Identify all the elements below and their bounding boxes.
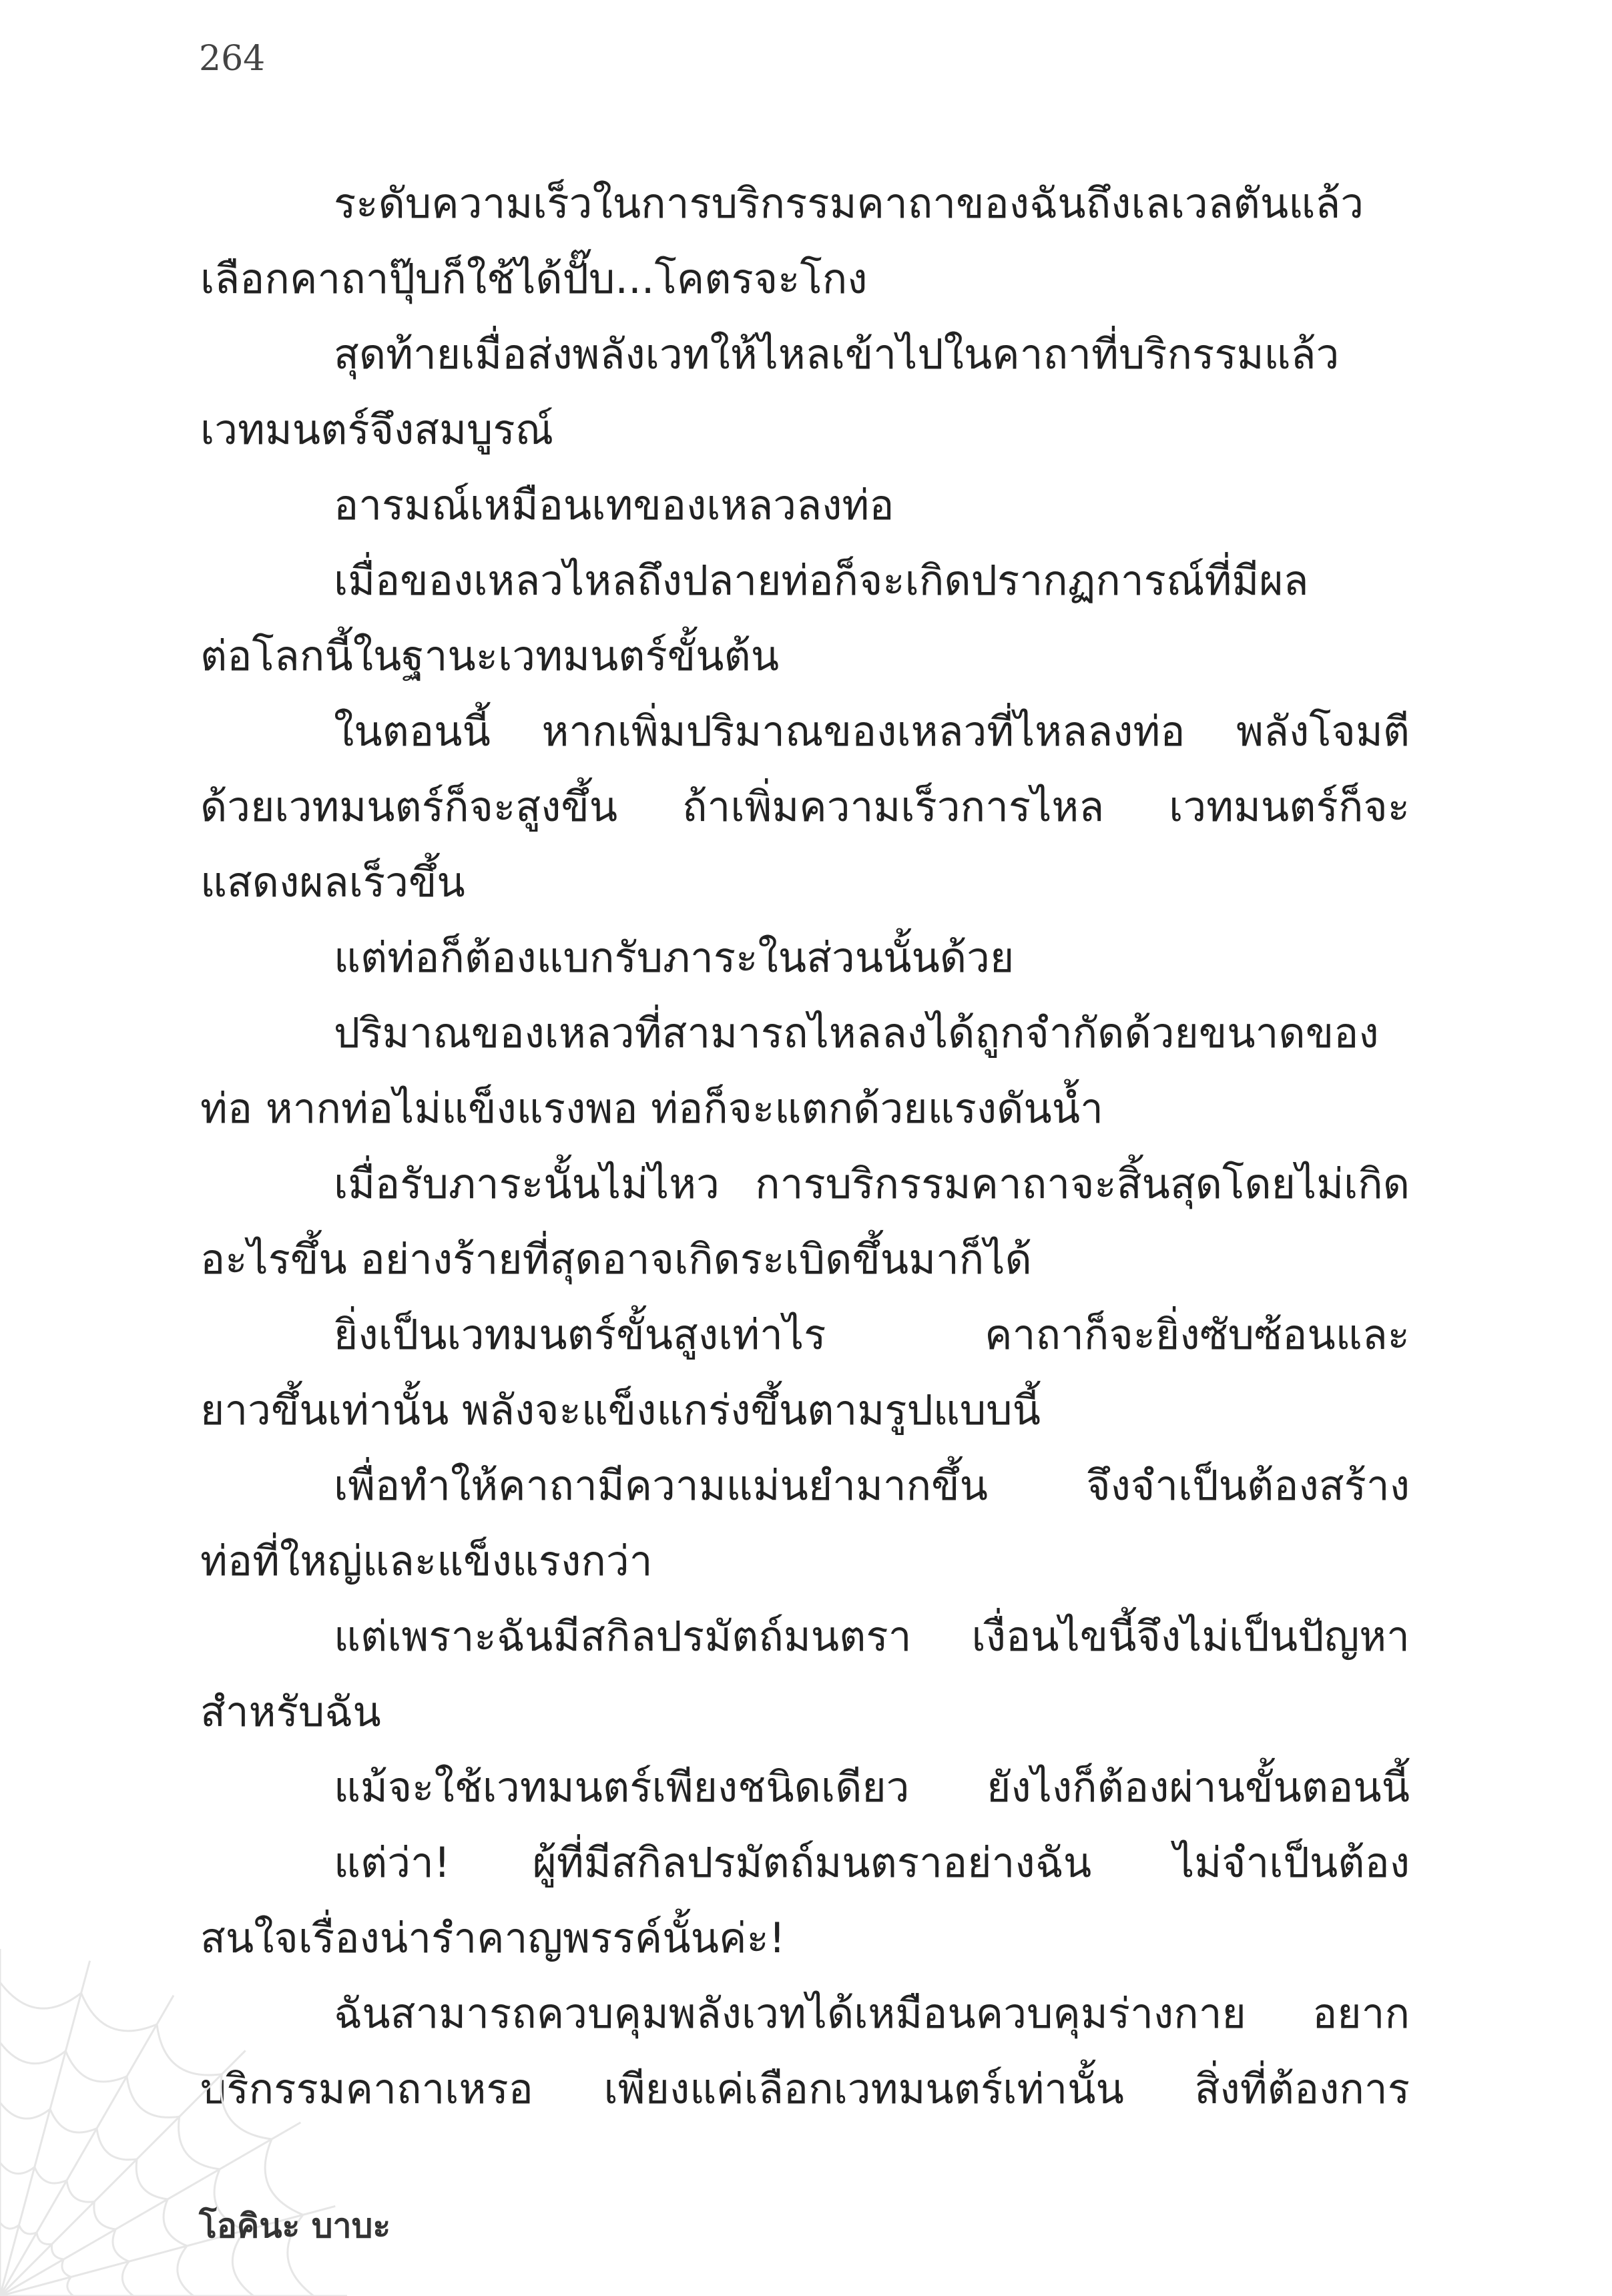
text-line: บริกรรมคาถาเหรอ เพียงแค่เลือกเวทมนตร์เท่านั้น สิ่งที่ต้องการ xyxy=(200,2064,1410,2113)
text-line: เลือกคาถาปุ๊บก็ใช้ได้ปั๊บ...โคตรจะโกง xyxy=(200,254,868,303)
text-line: ยิ่งเป็นเวทมนตร์ขั้นสูงเท่าไร คาถาก็จะยิ่งซับซ้อนและ xyxy=(334,1310,1410,1359)
text-line: แต่เพราะฉันมีสกิลปรมัตถ์มนตรา เงื่อนไขนี้จึงไม่เป็นปัญหา xyxy=(334,1612,1410,1661)
text-line: แสดงผลเร็วขึ้น xyxy=(200,858,465,906)
text-line: เมื่อของเหลวไหลถึงปลายท่อก็จะเกิดปรากฏการณ์ที่มีผล xyxy=(334,556,1309,605)
page-number: 264 xyxy=(199,39,266,79)
text-line: ท่อ หากท่อไม่แข็งแรงพอ ท่อก็จะแตกด้วยแรงดันน้ำ xyxy=(200,1084,1103,1133)
text-line: แต่ท่อก็ต้องแบกรับภาระในส่วนนั้นด้วย xyxy=(334,933,1015,982)
text-line: ต่อโลกนี้ในฐานะเวทมนตร์ขั้นต้น xyxy=(200,631,780,680)
text-line: ระดับความเร็วในการบริกรรมคาถาของฉันถึงเลเวลตันแล้ว xyxy=(334,179,1364,228)
text-line: สำหรับฉัน xyxy=(200,1687,381,1736)
body-text xyxy=(200,166,1410,2126)
author-name: โอคินะ บาบะ xyxy=(199,2207,391,2245)
text-line: อารมณ์เหมือนเทของเหลวลงท่อ xyxy=(334,481,894,529)
text-line: เวทมนตร์จึงสมบูรณ์ xyxy=(200,405,554,454)
text-line: ท่อที่ใหญ่และแข็งแรงกว่า xyxy=(200,1536,653,1585)
text-line: ด้วยเวทมนตร์ก็จะสูงขึ้น ถ้าเพิ่มความเร็วการไหล เวทมนตร์ก็จะ xyxy=(200,782,1410,831)
text-line: ยาวขึ้นเท่านั้น พลังจะแข็งแกร่งขึ้นตามรูปแบบนี้ xyxy=(200,1386,1041,1434)
text-line: แม้จะใช้เวทมนตร์เพียงชนิดเดียว ยังไงก็ต้องผ่านขั้นตอนนี้ xyxy=(334,1763,1410,1811)
text-line: เมื่อรับภาระนั้นไม่ไหว การบริกรรมคาถาจะสิ้นสุดโดยไม่เกิด xyxy=(334,1159,1410,1208)
text-line: ในตอนนี้ หากเพิ่มปริมาณของเหลวที่ไหลลงท่อ พลังโจมตี xyxy=(334,707,1410,756)
text-line: สุดท้ายเมื่อส่งพลังเวทให้ไหลเข้าไปในคาถาที่บริกรรมแล้ว xyxy=(334,330,1340,378)
text-line: อะไรขึ้น อย่างร้ายที่สุดอาจเกิดระเบิดขึ้นมาก็ได้ xyxy=(200,1235,1032,1283)
text-line: ฉันสามารถควบคุมพลังเวทได้เหมือนควบคุมร่างกาย อยาก xyxy=(334,1989,1410,2038)
text-line: แต่ว่า! ผู้ที่มีสกิลปรมัตถ์มนตราอย่างฉัน ไม่จำเป็นต้อง xyxy=(334,1838,1410,1887)
text-line: สนใจเรื่องน่ารำคาญพรรค์นั้นค่ะ! xyxy=(200,1914,786,1962)
text-line: เพื่อทำให้คาถามีความแม่นยำมากขึ้น จึงจำเป็นต้องสร้าง xyxy=(334,1461,1410,1510)
text-line: ปริมาณของเหลวที่สามารถไหลลงได้ถูกจำกัดด้วยขนาดของ xyxy=(334,1009,1379,1057)
